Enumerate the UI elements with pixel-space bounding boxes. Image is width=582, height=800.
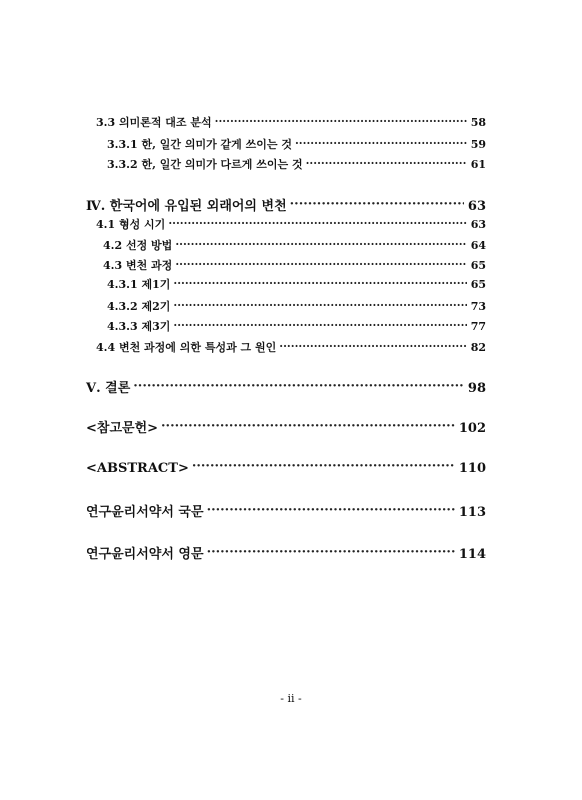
dot-leader bbox=[173, 277, 466, 288]
toc-entry[interactable] bbox=[86, 195, 486, 214]
dot-leader bbox=[192, 459, 455, 472]
toc-entry-page: 110 bbox=[458, 461, 486, 476]
toc-entry-page: 65 bbox=[470, 278, 486, 291]
dot-leader bbox=[175, 238, 466, 249]
toc-entry[interactable] bbox=[86, 543, 486, 562]
toc-entry-label: 4.3 변천 과정 bbox=[103, 259, 173, 272]
toc-entry-label: 연구윤리서약서 영문 bbox=[86, 547, 204, 562]
toc-entry-page: 59 bbox=[470, 138, 486, 151]
toc-entry-label: 3.3.2 한, 일간 의미가 다르게 쓰이는 것 bbox=[107, 158, 303, 171]
toc-entry-label: 4.3.3 제3기 bbox=[107, 320, 171, 333]
toc-entry-page: 63 bbox=[470, 218, 486, 231]
dot-leader bbox=[279, 340, 466, 351]
dot-leader bbox=[207, 545, 455, 558]
toc-entry-page: 98 bbox=[467, 381, 486, 396]
toc-entry[interactable] bbox=[107, 156, 486, 172]
toc-entry-label: 3.3 의미론적 대조 분석 bbox=[96, 116, 212, 129]
toc-entry-page: 63 bbox=[467, 199, 486, 214]
toc-entry-page: 73 bbox=[470, 300, 486, 313]
toc-entry-page: 113 bbox=[458, 505, 486, 520]
toc-entry-page: 82 bbox=[470, 341, 486, 354]
toc-entry[interactable] bbox=[96, 216, 486, 232]
toc-entry-label: 3.3.1 한, 일간 의미가 같게 쓰이는 것 bbox=[107, 138, 292, 151]
dot-leader bbox=[290, 197, 464, 210]
toc-entry[interactable] bbox=[86, 501, 486, 520]
toc-entry[interactable] bbox=[103, 237, 486, 253]
toc-entry[interactable] bbox=[107, 276, 486, 292]
toc-entry-label: 연구윤리서약서 국문 bbox=[86, 505, 204, 520]
toc-entry-page: 102 bbox=[458, 421, 486, 436]
toc-entry[interactable] bbox=[96, 339, 486, 355]
dot-leader bbox=[215, 115, 467, 126]
toc-entry-page: 65 bbox=[470, 259, 486, 272]
dot-leader bbox=[207, 503, 455, 516]
page-number: - ii - bbox=[280, 692, 302, 705]
toc-entry[interactable] bbox=[86, 377, 486, 396]
toc-entry-label: <참고문헌> bbox=[86, 421, 159, 436]
dot-leader bbox=[168, 217, 466, 228]
toc-entry-label: Ⅴ. 결론 bbox=[86, 381, 131, 396]
toc-entry-label: 4.2 선정 방법 bbox=[103, 239, 173, 252]
dot-leader bbox=[295, 137, 467, 148]
toc-entry[interactable] bbox=[107, 136, 486, 152]
toc-entry[interactable] bbox=[103, 257, 486, 273]
dot-leader bbox=[173, 299, 466, 310]
toc-entry-label: <ABSTRACT> bbox=[86, 461, 189, 476]
toc-entry[interactable] bbox=[96, 114, 486, 130]
toc-entry-label: Ⅳ. 한국어에 유입된 외래어의 변천 bbox=[86, 199, 287, 214]
toc-entry[interactable] bbox=[107, 298, 486, 314]
toc-entry[interactable] bbox=[107, 318, 486, 334]
toc-entry-label: 4.3.1 제1기 bbox=[107, 278, 171, 291]
toc-entry-page: 58 bbox=[470, 116, 486, 129]
dot-leader bbox=[175, 258, 466, 269]
toc-entry-page: 114 bbox=[458, 547, 486, 562]
toc-entry-page: 64 bbox=[470, 239, 486, 252]
toc-entry-label: 4.3.2 제2기 bbox=[107, 300, 171, 313]
dot-leader bbox=[161, 419, 455, 432]
toc-entry[interactable] bbox=[86, 417, 486, 436]
toc-entry[interactable] bbox=[86, 459, 486, 476]
toc-entry-label: 4.1 형성 시기 bbox=[96, 218, 166, 231]
toc-entry-page: 77 bbox=[470, 320, 486, 333]
dot-leader bbox=[133, 379, 464, 392]
toc-entry-label: 4.4 변천 과정에 의한 특성과 그 원인 bbox=[96, 341, 277, 354]
dot-leader bbox=[173, 319, 466, 330]
toc-entry-page: 61 bbox=[470, 158, 486, 171]
dot-leader bbox=[306, 157, 467, 168]
